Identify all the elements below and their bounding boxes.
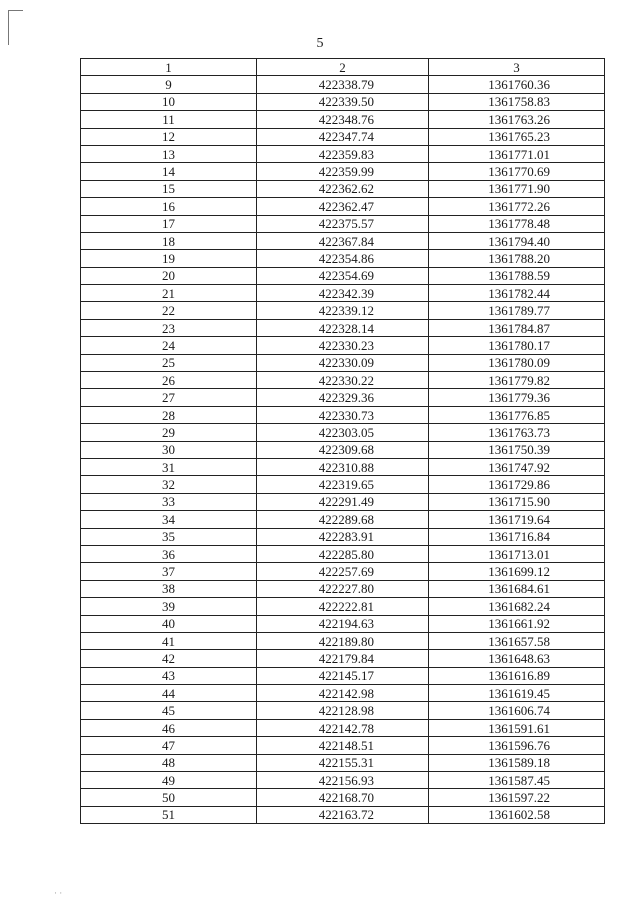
cell-y-coordinate: 1361589.18 (429, 754, 605, 771)
table-row (81, 789, 605, 806)
cell-y-coordinate: 1361716.84 (429, 528, 605, 545)
table-row (81, 737, 605, 754)
cell-point-number: 20 (81, 267, 257, 284)
cell-x-coordinate: 422289.68 (257, 511, 429, 528)
cell-point-number: 40 (81, 615, 257, 632)
cell-x-coordinate: 422354.69 (257, 267, 429, 284)
table-row (81, 772, 605, 789)
cell-point-number: 23 (81, 319, 257, 336)
cell-point-number: 13 (81, 145, 257, 162)
cell-point-number: 32 (81, 476, 257, 493)
cell-x-coordinate: 422362.62 (257, 180, 429, 197)
cell-x-coordinate: 422359.99 (257, 163, 429, 180)
cell-x-coordinate: 422339.50 (257, 93, 429, 110)
cell-y-coordinate: 1361657.58 (429, 632, 605, 649)
table-row (81, 111, 605, 128)
cell-y-coordinate: 1361784.87 (429, 319, 605, 336)
cell-y-coordinate: 1361699.12 (429, 563, 605, 580)
cell-x-coordinate: 422283.91 (257, 528, 429, 545)
table-row (81, 319, 605, 336)
header-row (81, 59, 605, 76)
cell-y-coordinate: 1361596.76 (429, 737, 605, 754)
coordinate-table (80, 58, 605, 824)
table-row (81, 198, 605, 215)
cell-y-coordinate: 1361771.90 (429, 180, 605, 197)
cell-point-number: 30 (81, 441, 257, 458)
table-row (81, 372, 605, 389)
table-row (81, 458, 605, 475)
cell-y-coordinate: 1361648.63 (429, 650, 605, 667)
column-header-y: 3 (429, 59, 605, 76)
cell-y-coordinate: 1361602.58 (429, 806, 605, 823)
cell-y-coordinate: 1361770.69 (429, 163, 605, 180)
cell-point-number: 36 (81, 545, 257, 562)
table-row (81, 424, 605, 441)
table-row (81, 406, 605, 423)
cell-point-number: 48 (81, 754, 257, 771)
cell-point-number: 47 (81, 737, 257, 754)
cell-point-number: 27 (81, 389, 257, 406)
table-row (81, 215, 605, 232)
cell-x-coordinate: 422330.22 (257, 372, 429, 389)
cell-point-number: 50 (81, 789, 257, 806)
table-row (81, 441, 605, 458)
table-row (81, 163, 605, 180)
cell-point-number: 18 (81, 232, 257, 249)
table-row (81, 285, 605, 302)
cell-y-coordinate: 1361619.45 (429, 685, 605, 702)
cell-y-coordinate: 1361788.20 (429, 250, 605, 267)
cell-point-number: 11 (81, 111, 257, 128)
cell-x-coordinate: 422328.14 (257, 319, 429, 336)
table-row (81, 476, 605, 493)
cell-y-coordinate: 1361616.89 (429, 667, 605, 684)
cell-x-coordinate: 422227.80 (257, 580, 429, 597)
table-row (81, 76, 605, 93)
cell-point-number: 12 (81, 128, 257, 145)
table-row (81, 667, 605, 684)
cell-x-coordinate: 422148.51 (257, 737, 429, 754)
cell-point-number: 29 (81, 424, 257, 441)
cell-x-coordinate: 422342.39 (257, 285, 429, 302)
page-number: 5 (316, 36, 324, 51)
cell-y-coordinate: 1361729.86 (429, 476, 605, 493)
table-row (81, 232, 605, 249)
cell-x-coordinate: 422362.47 (257, 198, 429, 215)
cell-point-number: 31 (81, 458, 257, 475)
cell-y-coordinate: 1361760.36 (429, 76, 605, 93)
cell-point-number: 34 (81, 511, 257, 528)
cell-x-coordinate: 422156.93 (257, 772, 429, 789)
cell-x-coordinate: 422375.57 (257, 215, 429, 232)
cell-y-coordinate: 1361597.22 (429, 789, 605, 806)
table-row (81, 615, 605, 632)
cell-y-coordinate: 1361765.23 (429, 128, 605, 145)
cell-point-number: 42 (81, 650, 257, 667)
table-row (81, 180, 605, 197)
cell-x-coordinate: 422303.05 (257, 424, 429, 441)
cell-point-number: 41 (81, 632, 257, 649)
cell-x-coordinate: 422142.78 (257, 719, 429, 736)
cell-x-coordinate: 422367.84 (257, 232, 429, 249)
cell-x-coordinate: 422354.86 (257, 250, 429, 267)
cell-y-coordinate: 1361763.73 (429, 424, 605, 441)
table-row (81, 528, 605, 545)
table-row (81, 806, 605, 823)
table-header (81, 59, 605, 76)
cell-y-coordinate: 1361780.17 (429, 337, 605, 354)
cell-x-coordinate: 422330.23 (257, 337, 429, 354)
cell-x-coordinate: 422145.17 (257, 667, 429, 684)
table-row (81, 685, 605, 702)
cell-x-coordinate: 422168.70 (257, 789, 429, 806)
cell-y-coordinate: 1361771.01 (429, 145, 605, 162)
cell-x-coordinate: 422319.65 (257, 476, 429, 493)
cell-y-coordinate: 1361747.92 (429, 458, 605, 475)
table-row (81, 128, 605, 145)
cell-y-coordinate: 1361661.92 (429, 615, 605, 632)
cell-y-coordinate: 1361750.39 (429, 441, 605, 458)
cell-point-number: 21 (81, 285, 257, 302)
cell-y-coordinate: 1361591.61 (429, 719, 605, 736)
cell-point-number: 9 (81, 76, 257, 93)
table-row (81, 545, 605, 562)
cell-x-coordinate: 422285.80 (257, 545, 429, 562)
table-row (81, 632, 605, 649)
cell-x-coordinate: 422128.98 (257, 702, 429, 719)
table-row (81, 702, 605, 719)
column-header-point: 1 (81, 59, 257, 76)
cell-x-coordinate: 422348.76 (257, 111, 429, 128)
column-header-x: 2 (257, 59, 429, 76)
cell-point-number: 33 (81, 493, 257, 510)
cell-y-coordinate: 1361763.26 (429, 111, 605, 128)
cell-point-number: 25 (81, 354, 257, 371)
cell-point-number: 37 (81, 563, 257, 580)
table-row (81, 267, 605, 284)
cell-y-coordinate: 1361719.64 (429, 511, 605, 528)
cell-x-coordinate: 422222.81 (257, 598, 429, 615)
cell-x-coordinate: 422163.72 (257, 806, 429, 823)
table-row (81, 493, 605, 510)
scan-artifact: · · (54, 888, 63, 898)
cell-point-number: 49 (81, 772, 257, 789)
cell-point-number: 15 (81, 180, 257, 197)
cell-y-coordinate: 1361682.24 (429, 598, 605, 615)
cell-y-coordinate: 1361684.61 (429, 580, 605, 597)
table-row (81, 250, 605, 267)
cell-x-coordinate: 422347.74 (257, 128, 429, 145)
cell-point-number: 19 (81, 250, 257, 267)
cell-y-coordinate: 1361779.82 (429, 372, 605, 389)
table-row (81, 563, 605, 580)
cell-y-coordinate: 1361794.40 (429, 232, 605, 249)
cell-y-coordinate: 1361789.77 (429, 302, 605, 319)
cell-x-coordinate: 422339.12 (257, 302, 429, 319)
cell-point-number: 16 (81, 198, 257, 215)
cell-point-number: 26 (81, 372, 257, 389)
cell-point-number: 46 (81, 719, 257, 736)
cell-x-coordinate: 422359.83 (257, 145, 429, 162)
table-row (81, 145, 605, 162)
cell-x-coordinate: 422257.69 (257, 563, 429, 580)
cell-y-coordinate: 1361788.59 (429, 267, 605, 284)
cell-y-coordinate: 1361758.83 (429, 93, 605, 110)
table-body (81, 76, 605, 824)
cell-point-number: 39 (81, 598, 257, 615)
cell-point-number: 38 (81, 580, 257, 597)
cell-point-number: 10 (81, 93, 257, 110)
cell-x-coordinate: 422189.80 (257, 632, 429, 649)
table-row (81, 719, 605, 736)
cell-y-coordinate: 1361778.48 (429, 215, 605, 232)
cell-x-coordinate: 422329.36 (257, 389, 429, 406)
cell-x-coordinate: 422291.49 (257, 493, 429, 510)
cell-point-number: 14 (81, 163, 257, 180)
cell-point-number: 35 (81, 528, 257, 545)
cell-x-coordinate: 422142.98 (257, 685, 429, 702)
cell-point-number: 22 (81, 302, 257, 319)
cell-point-number: 17 (81, 215, 257, 232)
cell-y-coordinate: 1361606.74 (429, 702, 605, 719)
table-row (81, 511, 605, 528)
cell-y-coordinate: 1361779.36 (429, 389, 605, 406)
cell-point-number: 43 (81, 667, 257, 684)
cell-point-number: 45 (81, 702, 257, 719)
cell-y-coordinate: 1361780.09 (429, 354, 605, 371)
cell-x-coordinate: 422310.88 (257, 458, 429, 475)
cell-y-coordinate: 1361713.01 (429, 545, 605, 562)
cell-x-coordinate: 422194.63 (257, 615, 429, 632)
table-row (81, 337, 605, 354)
cell-x-coordinate: 422330.09 (257, 354, 429, 371)
table-row (81, 580, 605, 597)
table-row (81, 302, 605, 319)
cell-point-number: 44 (81, 685, 257, 702)
table-row (81, 650, 605, 667)
cell-x-coordinate: 422338.79 (257, 76, 429, 93)
cell-y-coordinate: 1361715.90 (429, 493, 605, 510)
cell-x-coordinate: 422309.68 (257, 441, 429, 458)
table-row (81, 389, 605, 406)
cell-y-coordinate: 1361772.26 (429, 198, 605, 215)
table-row (81, 754, 605, 771)
cell-y-coordinate: 1361782.44 (429, 285, 605, 302)
cell-x-coordinate: 422179.84 (257, 650, 429, 667)
cell-point-number: 51 (81, 806, 257, 823)
table-row (81, 93, 605, 110)
cell-y-coordinate: 1361587.45 (429, 772, 605, 789)
cell-x-coordinate: 422155.31 (257, 754, 429, 771)
cell-point-number: 28 (81, 406, 257, 423)
cell-y-coordinate: 1361776.85 (429, 406, 605, 423)
table-row (81, 598, 605, 615)
cell-point-number: 24 (81, 337, 257, 354)
table-row (81, 354, 605, 371)
cell-x-coordinate: 422330.73 (257, 406, 429, 423)
